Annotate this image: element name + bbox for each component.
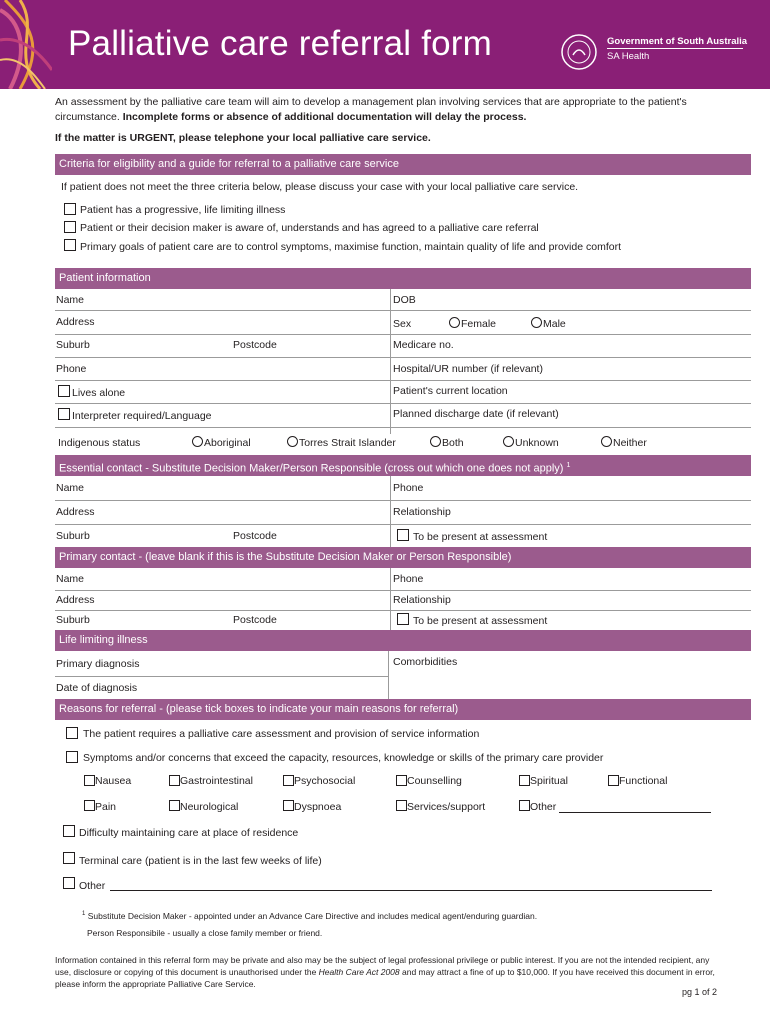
sex-female-label: Female: [461, 318, 497, 330]
gastrointestinal-label: Gastrointestinal: [180, 775, 253, 787]
divider: [55, 403, 751, 404]
interpreter-checkbox[interactable]: [58, 408, 70, 420]
illness-column-divider: [388, 651, 389, 700]
reason-difficulty-label: Difficulty maintaining care at place of residence: [79, 827, 299, 839]
nausea-label: Nausea: [95, 775, 132, 787]
sex-male-label: Male: [543, 318, 566, 330]
patient-dob-field[interactable]: DOB: [393, 294, 416, 306]
essential-suburb-field[interactable]: Suburb: [56, 530, 90, 542]
essential-column-divider: [390, 476, 391, 548]
indigenous-status-label: Indigenous status: [58, 437, 141, 449]
essential-contact-heading: Essential contact - Substitute Decision Maker/Person Responsible (cross out which one does not apply) $^1$: [55, 455, 751, 476]
indigenous-unknown-radio[interactable]: [503, 436, 514, 447]
interpreter-label: Interpreter required/Language: [72, 410, 212, 422]
criteria-checkbox-3[interactable]: [64, 239, 76, 251]
criteria-checkbox-2[interactable]: [64, 221, 76, 233]
criteria-checkbox-1[interactable]: [64, 203, 76, 215]
lives-alone-checkbox[interactable]: [58, 385, 70, 397]
divider: [55, 590, 751, 591]
page-title: Palliative care referral form: [68, 24, 492, 63]
patient-postcode-field[interactable]: Postcode: [233, 339, 277, 351]
indigenous-unknown-label: Unknown: [515, 437, 559, 449]
indigenous-neither-label: Neither: [613, 437, 647, 449]
counselling-label: Counselling: [407, 775, 462, 787]
primary-suburb-field[interactable]: Suburb: [56, 614, 90, 626]
patient-suburb-field[interactable]: Suburb: [56, 339, 90, 351]
patient-address-field[interactable]: Address: [56, 316, 95, 328]
reason-assessment-label: The patient requires a palliative care assessment and provision of service information: [83, 728, 480, 740]
primary-contact-heading: Primary contact - (leave blank if this is the Substitute Decision Maker or Person Responsible): [55, 547, 751, 568]
essential-phone-field[interactable]: Phone: [393, 482, 424, 494]
criteria-item-3: Primary goals of patient care are to control symptoms, maximise function, maintain quality of life and provide comfort: [80, 241, 621, 253]
urgent-notice: If the matter is URGENT, please telephone your local palliative care service.: [55, 132, 431, 144]
patient-name-field[interactable]: Name: [56, 294, 85, 306]
counselling-checkbox[interactable]: [396, 775, 407, 786]
psychosocial-checkbox[interactable]: [283, 775, 294, 786]
primary-address-field[interactable]: Address: [56, 594, 95, 606]
header-banner: [0, 0, 770, 89]
sex-label: Sex: [393, 318, 412, 330]
reason-other-checkbox[interactable]: [63, 877, 75, 889]
reason-other-input[interactable]: [110, 890, 712, 891]
page-number: pg 1 of 2: [682, 987, 718, 997]
reason-symptoms-label: Symptoms and/or concerns that exceed the capacity, resources, knowledge or skills of the primary care provider: [83, 752, 604, 764]
sex-female-radio[interactable]: [449, 317, 460, 328]
state-seal-icon: [560, 33, 598, 71]
indigenous-tsi-radio[interactable]: [287, 436, 298, 447]
symptom-other-checkbox[interactable]: [519, 800, 530, 811]
comorbidities-field[interactable]: Comorbidities: [393, 656, 458, 668]
essential-postcode-field[interactable]: Postcode: [233, 530, 277, 542]
criteria-heading: Criteria for eligibility and a guide for referral to a palliative care service: [55, 154, 751, 175]
primary-phone-field[interactable]: Phone: [393, 573, 424, 585]
divider: [55, 676, 388, 677]
criteria-note: If patient does not meet the three criteria below, please discuss your case with your local palliative care service.: [61, 181, 579, 193]
divider: [55, 500, 751, 501]
indigenous-both-radio[interactable]: [430, 436, 441, 447]
indigenous-aboriginal-radio[interactable]: [192, 436, 203, 447]
essential-present-checkbox[interactable]: [397, 529, 409, 541]
footnote-sdm: $^1$ Substitute Decision Maker - appointed under an Advance Care Directive and includes medical agent/enduring guardian.: [82, 911, 538, 921]
date-of-diagnosis-field[interactable]: Date of diagnosis: [56, 682, 138, 694]
functional-checkbox[interactable]: [608, 775, 619, 786]
lives-alone-label: Lives alone: [72, 387, 126, 399]
divider: [55, 610, 751, 611]
neurological-checkbox[interactable]: [169, 800, 180, 811]
discharge-date-field[interactable]: Planned discharge date (if relevant): [393, 408, 559, 420]
symptom-other-label: Other: [530, 801, 557, 813]
hospital-ur-field[interactable]: Hospital/UR number (if relevant): [393, 363, 543, 375]
reason-difficulty-checkbox[interactable]: [63, 825, 75, 837]
divider: [55, 380, 751, 381]
disclaimer: Information contained in this referral form may be private and also may be the subject of legal professional privilege or public interest. If you are not the intended recipient, any use, disclosure or copying of this document is unauthorised under the Health Care Act 2008 and may attract a fine of up to $10,000. If you have received this document in error, please inform the appropriate Palliative Care Service.: [55, 955, 715, 989]
pain-checkbox[interactable]: [84, 800, 95, 811]
services-support-checkbox[interactable]: [396, 800, 407, 811]
reason-terminal-label: Terminal care (patient is in the last few weeks of life): [79, 855, 322, 867]
services-support-label: Services/support: [407, 801, 486, 813]
essential-present-label: To be present at assessment: [413, 531, 548, 543]
essential-address-field[interactable]: Address: [56, 506, 95, 518]
decorative-ribbon-graphic: [0, 0, 52, 89]
sex-male-radio[interactable]: [531, 317, 542, 328]
intro-text: An assessment by the palliative care team will aim to develop a management plan involving services that are appropriate to the patient's circumstance. Incomplete forms or absence of additional documentation will delay the process.: [55, 96, 687, 123]
primary-name-field[interactable]: Name: [56, 573, 85, 585]
reasons-heading: Reasons for referral - (please tick boxes to indicate your main reasons for referral): [55, 699, 751, 720]
indigenous-aboriginal-label: Aboriginal: [204, 437, 251, 449]
criteria-item-2: Patient or their decision maker is aware of, understands and has agreed to a palliative care referral: [80, 222, 539, 234]
indigenous-both-label: Both: [442, 437, 464, 449]
patient-phone-field[interactable]: Phone: [56, 363, 87, 375]
neurological-label: Neurological: [180, 801, 239, 813]
symptom-other-input[interactable]: [559, 812, 711, 813]
gastrointestinal-checkbox[interactable]: [169, 775, 180, 786]
spiritual-checkbox[interactable]: [519, 775, 530, 786]
government-name: Government of South Australia: [607, 36, 748, 47]
logo-divider: [607, 48, 743, 49]
divider: [55, 310, 751, 311]
indigenous-neither-radio[interactable]: [601, 436, 612, 447]
patient-heading: Patient information: [55, 268, 751, 289]
dyspnoea-label: Dyspnoea: [294, 801, 342, 813]
primary-present-checkbox[interactable]: [397, 613, 409, 625]
divider: [55, 357, 751, 358]
essential-name-field[interactable]: Name: [56, 482, 85, 494]
primary-column-divider: [390, 568, 391, 631]
reason-other-label: Other: [79, 880, 106, 892]
primary-diagnosis-field[interactable]: Primary diagnosis: [56, 658, 140, 670]
reason-symptoms-checkbox[interactable]: [66, 751, 78, 763]
pain-label: Pain: [95, 801, 117, 813]
footnote-person-responsible: Person Responsibile - usually a close family member or friend.: [87, 928, 323, 938]
illness-heading: Life limiting illness: [55, 630, 751, 651]
essential-relationship-field[interactable]: Relationship: [393, 506, 451, 518]
current-location-field[interactable]: Patient's current location: [393, 385, 508, 397]
primary-postcode-field[interactable]: Postcode: [233, 614, 277, 626]
department-name: SA Health: [607, 51, 650, 62]
spiritual-label: Spiritual: [530, 775, 568, 787]
dyspnoea-checkbox[interactable]: [283, 800, 294, 811]
medicare-field[interactable]: Medicare no.: [393, 339, 454, 351]
divider: [55, 427, 751, 428]
reason-terminal-checkbox[interactable]: [63, 852, 75, 864]
primary-relationship-field[interactable]: Relationship: [393, 594, 451, 606]
nausea-checkbox[interactable]: [84, 775, 95, 786]
primary-present-label: To be present at assessment: [413, 615, 548, 627]
criteria-item-1: Patient has a progressive, life limiting illness: [80, 204, 286, 216]
indigenous-tsi-label: Torres Strait Islander: [299, 437, 396, 449]
divider: [55, 524, 751, 525]
psychosocial-label: Psychosocial: [294, 775, 356, 787]
functional-label: Functional: [619, 775, 668, 787]
reason-assessment-checkbox[interactable]: [66, 727, 78, 739]
divider: [55, 334, 751, 335]
